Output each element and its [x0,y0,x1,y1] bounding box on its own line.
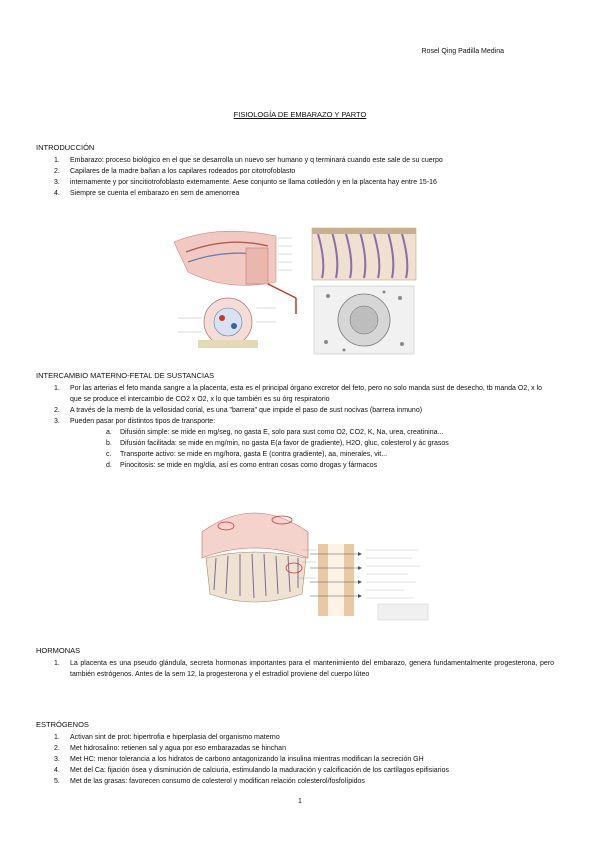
section-heading-introduccion: INTRODUCCIÓN [36,143,95,152]
list-item: 4. Met del Ca: fijación ósea y disminución de calciuria, estimulando la maduración y calcificación de los cartílagos epifisiarios [54,767,449,774]
list-item: b. Difusión facilitada: se mide en mg/min, no gasta E(a favor de gradiente), H2O, gluc, colesterol y ác grasos [106,440,449,447]
list-item: 2. Capilares de la madre bañan a los capilares rodeados por citotrofoblasto [54,168,296,175]
list-item: c. Transporte activo: se mide en mg/hora, gasta E (contra gradiente), aa, minerales, vit... [106,451,388,458]
placenta-illustration [168,222,420,356]
list-item: 4. Siempre se cuenta el embarazo en sem de amenorrea [54,190,240,197]
estrogenos-list [54,732,554,787]
list-item: 2. Met hidrosalino: retienen sal y agua por eso embarazadas se hinchan [54,745,286,752]
section-heading-hormonas: HORMONAS [36,646,81,655]
section-heading-intercambio: INTERCAMBIO MATERNO-FETAL DE SUSTANCIAS [36,371,215,380]
placental-exchange-figure [198,498,436,628]
list-item: 1. Activan sint de prot: hipertrofia e hiperplasia del organismo materno [54,734,280,741]
list-item: 3. Pueden pasar por distintos tipos de transporte: a. Difusión simple: se mide en mg/seg, no gasta E, solo para sust como O2, CO2, K, Na, urea, creatinina... b. Difusión facilitada: se mide en mg/min, no gasta E(a favor de gradiente), H2O, gluc, colesterol y ác grasos c. Transporte activo: se mide en mg/hora, gasta E (contra gradiente), aa, minerales, vit... d. Pinocitosis: se mide en mg/día, así es como entran cosas como drogas y fármacos [54,416,554,471]
intercambio-list [54,383,554,471]
document-title: FISIOLOGÍA DE EMBARAZO Y PARTO [233,110,367,119]
list-item: 5. Met de las grasas: favorecen consumo de colesterol y modifican relación colesterol/fosfolípidos [54,778,365,785]
introduccion-list [54,155,554,199]
list-item: d. Pinocitosis: se mide en mg/día, así es como entran cosas como drogas y fármacos [106,462,378,469]
list-item: 1. Por las arterias el feto manda sangre a la placenta, esta es el principal órgano excretor del feto, pero no solo manda sust de desecho, tb manda O2, x lo que se produce el intercambio de CO2 x O2, x lo que también es su órg respiratorio [54,385,542,403]
placental-exchange-illustration [198,498,436,628]
list-item: a. Difusión simple: se mide en mg/seg, no gasta E, solo para sust como O2, CO2, K, Na, urea, creatinina... [106,429,444,436]
transport-types-list [70,427,554,471]
list-item: 2. A través de la memb de la vellosidad corial, es una "barrera" que impide el paso de sust nocivas (barrera inmuno) [54,407,423,414]
list-item: 1. Embarazo: proceso biológico en el que se desarrolla un nuevo ser humano y q terminará cuando este sale de su cuerpo [54,157,443,164]
author-name: Rosel Qing Padilla Medina [421,48,504,55]
section-heading-estrogenos: ESTRÓGENOS [36,720,89,729]
hormonas-list [54,658,554,680]
placenta-illustration-figure [168,222,420,356]
list-item: 1. La placenta es una pseudo glándula, secreta hormonas importantes para el mantenimiento del embarazo, genera fundamentalmente progesterona, pero también estrógenos. Antes de la sem 12, la progesterona y el estradiol proviene del cuerpo lúteo [54,660,554,678]
list-item: 3. internamente y por sincitiotrofoblasto externamente. Aese conjunto se llama cotiledón y en la placenta hay entre 15-16 [54,179,437,186]
page-number: 1 [298,798,302,805]
list-item: 3. Met HC: menor tolerancia a los hidratos de carbono antagonizando la insulina mientras modifican la secreción GH [54,756,424,763]
